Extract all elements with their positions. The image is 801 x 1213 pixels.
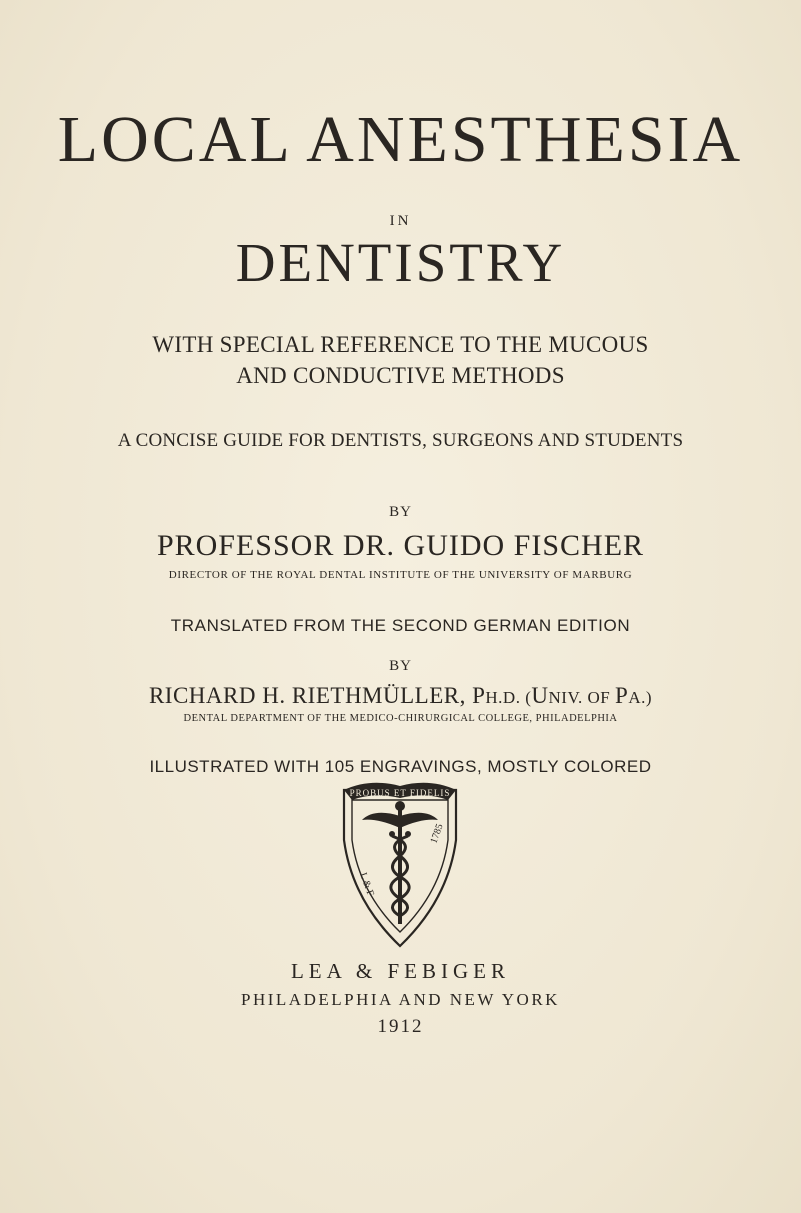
author-name: PROFESSOR DR. GUIDO FISCHER — [156, 529, 645, 562]
univ-rest: NIV. OF — [548, 688, 616, 707]
guide-description: A CONCISE GUIDE FOR DENTISTS, SURGEONS AND STUDENTS — [117, 430, 684, 451]
publisher-emblem-icon — [340, 770, 460, 950]
by-label: BY — [389, 504, 412, 520]
subtitle-line-2: AND CONDUCTIVE METHODS — [236, 363, 565, 388]
illustrations-note: ILLUSTRATED WITH 105 ENGRAVINGS, MOSTLY COLORED — [149, 757, 652, 776]
translator-name: RICHARD H. RIETHMÜLLER, — [148, 683, 473, 708]
pa-rest: A.) — [628, 688, 653, 707]
title-connector: IN — [389, 213, 412, 229]
translator-by-label: BY — [389, 658, 412, 674]
subtitle-line-1: WITH SPECIAL REFERENCE TO THE MUCOUS — [152, 332, 649, 357]
translation-note: TRANSLATED FROM THE SECOND GERMAN EDITION — [170, 616, 631, 635]
degree-initial: P — [472, 683, 486, 708]
emblem-motto: PROBUS ET FIDELIS — [349, 788, 451, 798]
book-title: LOCAL ANESTHESIA — [57, 103, 744, 176]
publication-year: 1912 — [377, 1016, 424, 1037]
svg-text:L & F: L & F — [357, 871, 376, 898]
translator-line — [0, 681, 801, 713]
translator-department: DENTAL DEPARTMENT OF THE MEDICO-CHIRURGICAL COLLEGE, PHILADELPHIA — [183, 713, 618, 724]
author-affiliation: DIRECTOR OF THE ROYAL DENTAL INSTITUTE OF THE UNIVERSITY OF MARBURG — [168, 569, 633, 581]
book-subject: DENTISTRY — [235, 232, 566, 293]
degree-rest: H.D. ( — [485, 688, 532, 707]
univ-initial: U — [531, 683, 549, 708]
publisher-name: LEA & FEBIGER — [290, 959, 510, 983]
svg-text:1785: 1785 — [428, 822, 446, 846]
pa-initial: P — [615, 683, 629, 708]
publisher-places: PHILADELPHIA AND NEW YORK — [241, 990, 560, 1009]
